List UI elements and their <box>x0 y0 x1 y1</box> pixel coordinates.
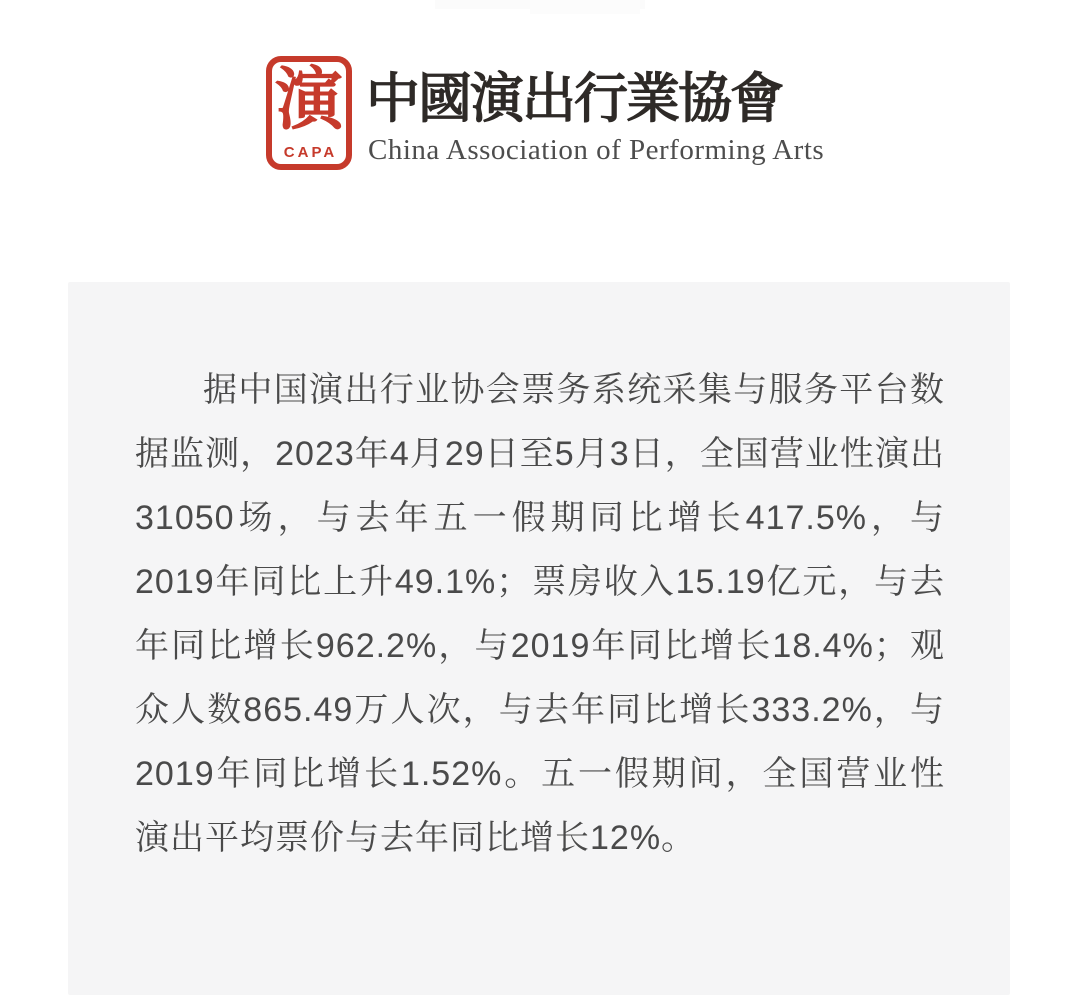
association-title-zh: 中國演出行業協會 <box>366 66 782 130</box>
association-subtitle-en: China Association of Performing Arts <box>368 134 825 166</box>
capa-logo <box>0 0 1080 220</box>
seal-character: 演 <box>274 60 343 140</box>
seal-acronym-label: CAPA <box>283 144 338 161</box>
capa-seal-icon <box>266 56 352 170</box>
article-paragraph: 据中国演出行业协会票务系统采集与服务平台数据监测，2023年4月29日至5月3日，全国营业性演出31050场，与去年五一假期同比增长417.5%，与2019年同比上升49.1%；票房收入15.19亿元，与去年同比增长962.2%，与2019年同比增长18.4%；观众人数865.49万人次，与去年同比增长333.2%，与2019年同比增长1.52%。五一假期间，全国营业性演出平均票价与去年同比增长12%。 <box>135 371 945 857</box>
article-panel <box>68 282 1010 995</box>
